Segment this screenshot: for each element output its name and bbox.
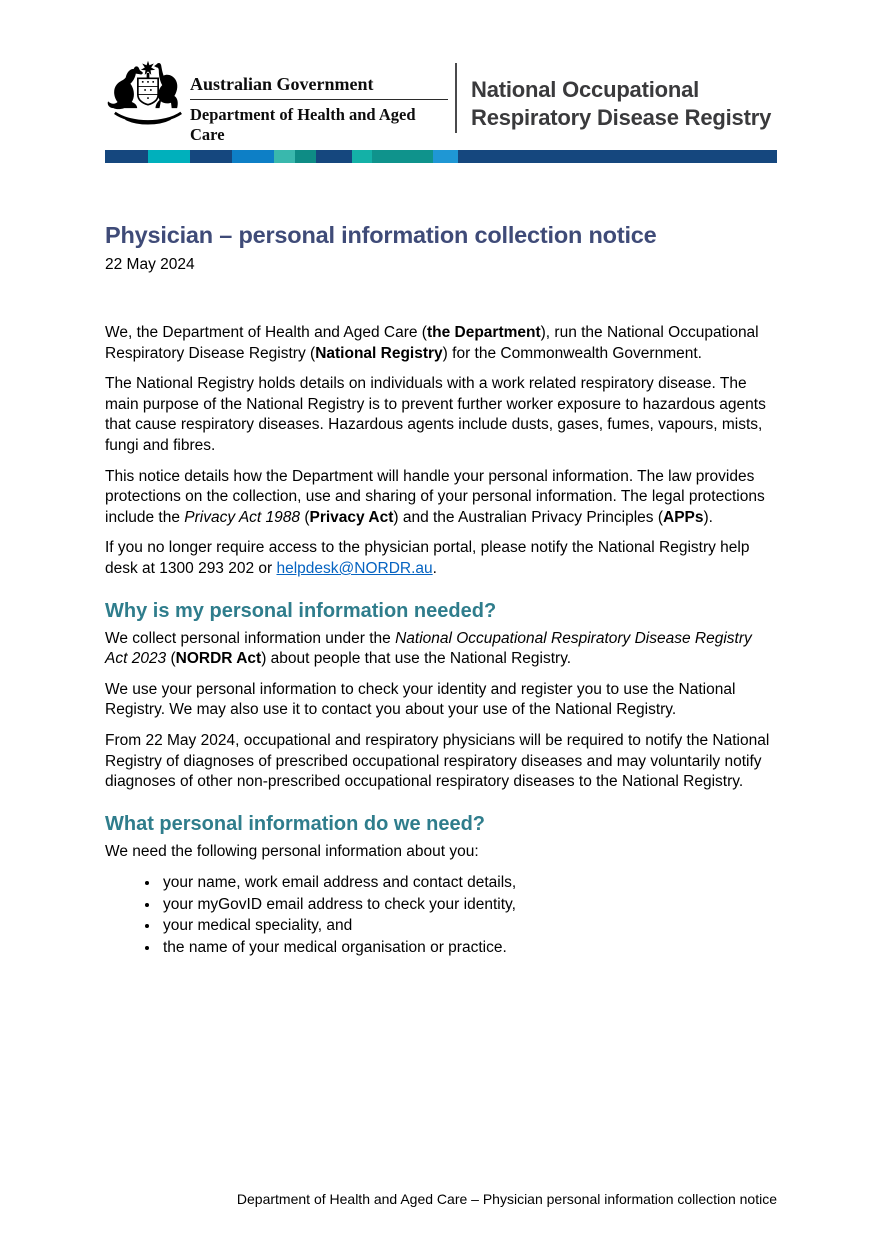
page-title: Physician – personal information collection notice (105, 222, 657, 248)
paragraph (105, 374, 777, 456)
text-run: ), run the National Occupational Respiratory Disease Registry ( (105, 324, 759, 362)
text-run: We, the Department of Health and Aged Care ( (105, 324, 427, 341)
wordmark-divider (190, 99, 448, 100)
text-run: . (432, 559, 437, 577)
paragraph (105, 323, 777, 364)
document-date: 22 May 2024 (105, 256, 195, 273)
text-run: Privacy Act 1988 (184, 508, 301, 526)
text-run: We collect personal information under the (105, 629, 396, 647)
text-run: APPs (663, 508, 704, 526)
text-run: National Registry (315, 344, 443, 362)
bullet-item: • the name of your medical organisation or practice. (160, 937, 777, 959)
paragraph (105, 680, 777, 721)
stripe-segment (352, 150, 372, 163)
text-run: Privacy Act (309, 508, 394, 526)
document-sections (105, 323, 777, 958)
bullet-item: • your myGovID email address to check your identity, (160, 894, 777, 916)
document-content (105, 220, 777, 968)
text-run: We need the following personal information about you: (105, 842, 479, 860)
text-run: If you no longer require access to the physician portal, please notify the National Registry help desk at 1300 293 202 or (105, 539, 750, 577)
bullet-item: • your medical speciality, and (160, 915, 777, 937)
text-run: NORDR Act (175, 650, 262, 668)
text-run: The National Registry holds details on individuals with a work related respiratory disease. The main purpose of the National Registry is to prevent further worker exposure to hazardous agents that cause respiratory diseases. Hazardous agents include dusts, gases, fumes, vapours, mists, fungi and fibres. (105, 375, 766, 454)
brand-stripe (105, 150, 777, 163)
text-run: National Occupational Respiratory Disease Registry Act 2023 (105, 629, 752, 668)
section-heading: What personal information do we need? (105, 812, 486, 835)
text-run: the Department (426, 324, 541, 341)
dept-label: Department of Health and Aged Care (190, 105, 416, 144)
stripe-segment (274, 150, 295, 163)
text-run: ) for the Commonwealth Government. (442, 344, 702, 362)
text-run: ) and the Australian Privacy Principles ( (393, 508, 664, 526)
stripe-segment (433, 150, 458, 163)
stripe-segment (148, 150, 190, 163)
stripe-segment (372, 150, 433, 163)
helpdesk-email-link[interactable]: helpdesk@NORDR.au (276, 559, 433, 577)
coat-of-arms-icon (104, 58, 192, 142)
header-vertical-divider (455, 63, 457, 133)
stripe-segment (316, 150, 352, 163)
government-wordmark (190, 73, 450, 145)
paragraph (105, 467, 777, 529)
text-run: We use your personal information to check your identity and register you to use the National Registry. We may also use it to contact you about your use of the National Registry. (105, 680, 736, 719)
bullet-item: • your name, work email address and contact details, (160, 872, 777, 894)
text-run: ( (300, 508, 310, 526)
page-footer: Department of Health and Aged Care – Physician personal information collection notice (236, 1191, 777, 1207)
gov-label: Australian Government (190, 74, 374, 94)
paragraph (105, 731, 777, 793)
section-heading: Why is my personal information needed? (105, 599, 497, 622)
australian-coat-of-arms-logo (104, 58, 192, 142)
stripe-segment (105, 150, 148, 163)
bullet-list (105, 872, 777, 958)
registry-title-line1: National Occupational (471, 77, 700, 102)
paragraph (105, 842, 777, 863)
paragraph (105, 629, 777, 670)
text-run: This notice details how the Department will handle your personal information. The law provides protections on the collection, use and sharing of your personal information. The legal protections include the (105, 467, 765, 526)
text-run: ) about people that use the National Registry. (261, 650, 572, 668)
text-run: ( (166, 650, 176, 668)
registry-title (471, 76, 791, 131)
text-run: ). (703, 508, 713, 526)
stripe-segment (190, 150, 232, 163)
stripe-segment (458, 150, 777, 163)
stripe-segment (295, 150, 316, 163)
stripe-segment (232, 150, 274, 163)
registry-title-line2: Respiratory Disease Registry (471, 104, 772, 130)
paragraph (105, 538, 777, 579)
text-run: From 22 May 2024, occupational and respiratory physicians will be required to notify the National Registry of diagnoses of prescribed occupational respiratory diseases and may voluntarily notify diagnoses of other non-prescribed occupational respiratory diseases to the National Registry. (105, 731, 770, 791)
